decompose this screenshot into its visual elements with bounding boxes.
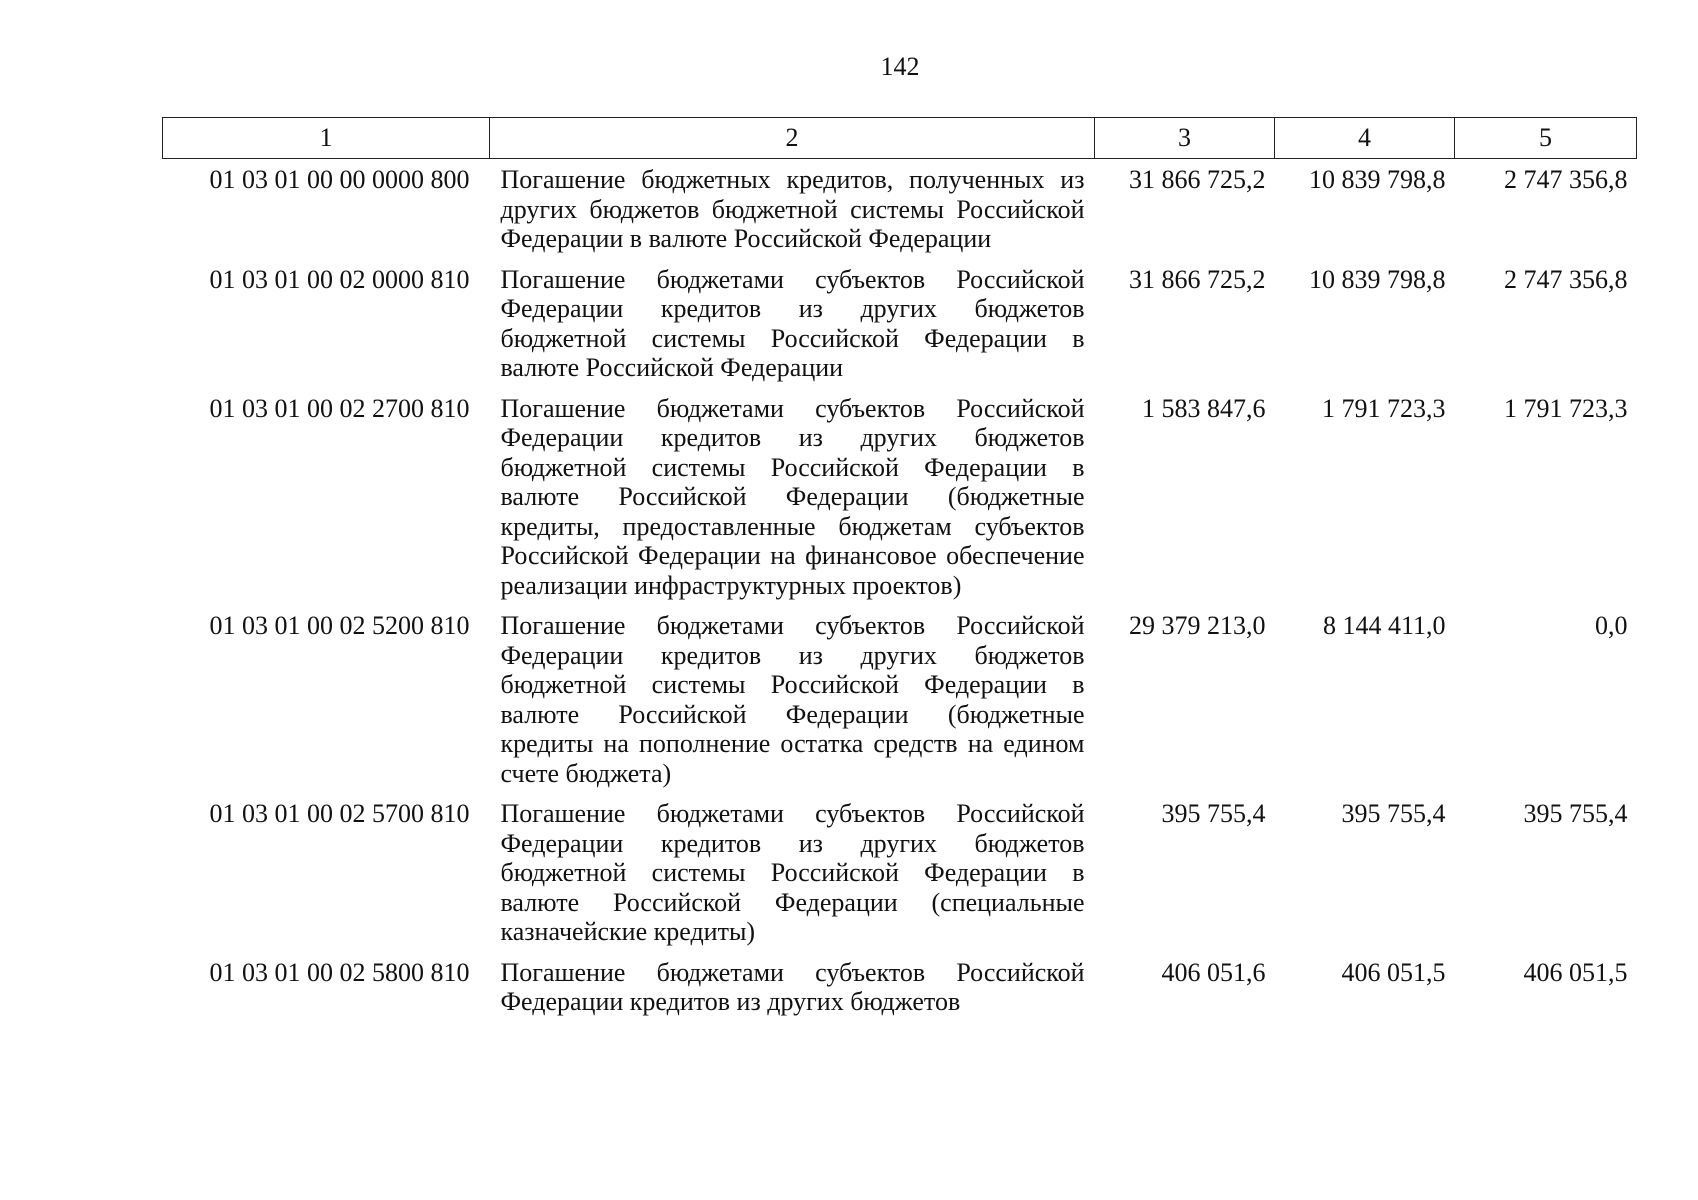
table-header-row (163, 118, 1637, 159)
row-description: Погашение бюджетами субъектов Российской Федерации кредитов из других бюджетов бюджетной системы Российской Федерации в валюте Российской Федерации (500, 264, 1085, 382)
budget-code: 01 03 01 00 02 5200 810 (209, 611, 470, 640)
budget-code: 01 03 01 00 02 5800 810 (209, 957, 470, 987)
column-header-3: 3 (1095, 118, 1275, 159)
value-col-5: 2 747 356,8 (1504, 165, 1628, 194)
row-description: Погашение бюджетных кредитов, полученных из других бюджетов бюджетной системы Российской Федерации в валюте Российской Федерации (500, 165, 1085, 253)
value-col-3: 395 755,4 (1161, 799, 1266, 828)
value-col-4: 406 051,5 (1341, 957, 1446, 987)
value-col-5: 0,0 (1595, 611, 1628, 640)
budget-code: 01 03 01 00 02 0000 810 (209, 264, 470, 294)
value-col-3: 31 866 725,2 (1129, 264, 1266, 294)
table-row (163, 394, 1637, 612)
value-col-3: 31 866 725,2 (1129, 165, 1266, 194)
value-col-4: 10 839 798,8 (1309, 264, 1446, 294)
table-row (163, 958, 1637, 1028)
value-col-5: 1 791 723,3 (1504, 393, 1628, 423)
value-col-4: 10 839 798,8 (1309, 165, 1446, 194)
budget-code: 01 03 01 00 02 2700 810 (209, 393, 470, 423)
row-description: Погашение бюджетами субъектов Российской Федерации кредитов из других бюджетов (500, 957, 1085, 1016)
column-header-5: 5 (1455, 118, 1637, 159)
value-col-4: 8 144 411,0 (1322, 611, 1446, 640)
value-col-3: 1 583 847,6 (1142, 393, 1266, 423)
table-row (163, 799, 1637, 958)
value-col-3: 29 379 213,0 (1129, 611, 1266, 640)
row-description: Погашение бюджетами субъектов Российской Федерации кредитов из других бюджетов бюджетной системы Российской Федерации в валюте Российской Федерации (бюджетные кредиты, предоставленные бюджетам субъектов Российской Федерации на финансовое обеспечение реализации инфраструктурных проектов) (500, 393, 1085, 600)
budget-code: 01 03 01 00 00 0000 800 (209, 165, 470, 194)
value-col-4: 395 755,4 (1341, 799, 1446, 828)
value-col-5: 395 755,4 (1523, 799, 1628, 828)
row-description: Погашение бюджетами субъектов Российской Федерации кредитов из других бюджетов бюджетной системы Российской Федерации в валюте Российской Федерации (специальные казначейские кредиты) (500, 799, 1085, 946)
table-row (163, 159, 1637, 265)
value-col-5: 2 747 356,8 (1504, 264, 1628, 294)
row-description: Погашение бюджетами субъектов Российской Федерации кредитов из других бюджетов бюджетной системы Российской Федерации в валюте Российской Федерации (бюджетные кредиты на пополнение остатка средств на едином счете бюджета) (500, 611, 1085, 788)
value-col-4: 1 791 723,3 (1322, 393, 1446, 423)
column-header-4: 4 (1275, 118, 1455, 159)
value-col-3: 406 051,6 (1161, 957, 1266, 987)
budget-table (162, 117, 1637, 1028)
table-row (163, 611, 1637, 799)
value-col-5: 406 051,5 (1523, 957, 1628, 987)
column-header-1: 1 (163, 118, 490, 159)
table-row (163, 265, 1637, 394)
column-header-2: 2 (490, 118, 1095, 159)
budget-code: 01 03 01 00 02 5700 810 (209, 799, 470, 828)
page-number: 142 (880, 52, 920, 81)
